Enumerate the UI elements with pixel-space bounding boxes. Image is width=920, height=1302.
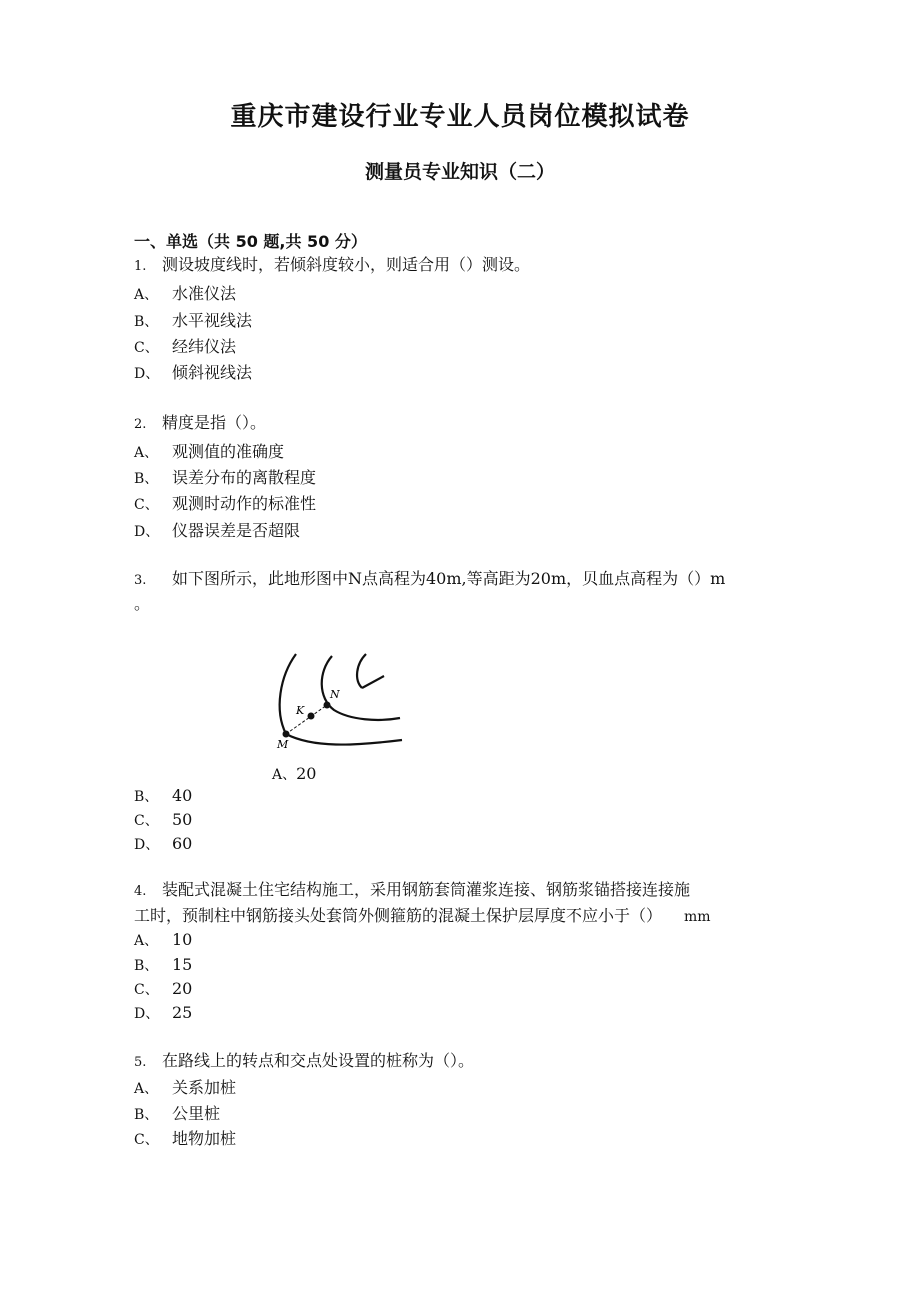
option-1b: B、 水平视线法 [134,311,253,330]
question-2 [134,413,266,435]
question-text: 如下图所示，此地形图中N点高程为40m,等高距为20m，贝血点高程为（）m [172,569,726,588]
option-5c: C、 地物加桩 [134,1129,237,1148]
document-title: 重庆市建设行业专业人员岗位模拟试卷 [230,102,690,132]
question-3-continuation: 。 [134,594,151,613]
label-n: N [330,688,340,701]
option-2b: B、 误差分布的离散程度 [134,468,317,487]
question-number: 4. [134,884,147,899]
document-subtitle: 测量员专业知识（二） [364,161,555,183]
question-text: 在路线上的转点和交点处设置的桩称为（）。 [162,1051,475,1070]
question-1 [134,255,530,277]
option-1c: C、 经纬仪法 [134,337,237,356]
option-1d: D、 倾斜视线法 [134,363,253,382]
option-4a: A、 10 [134,930,193,949]
option-3d: D、 60 [134,834,193,853]
question-text: 测设坡度线时，若倾斜度较小，则适合用（）测设。 [162,255,531,274]
option-3b: B、 40 [134,786,193,805]
question-text: 装配式混凝土住宅结构施工，采用钢筋套筒灌浆连接、钢筋浆锚搭接连接施 [162,880,691,899]
option-4d: D、 25 [134,1003,193,1022]
contour-map-figure [268,650,408,754]
question-4 [134,880,690,902]
question-number: 3. [134,573,147,588]
question-number: 1. [134,259,147,274]
question-4-continuation: 工时，预制柱中钢筋接头处套筒外侧箍筋的混凝土保护层厚度不应小于（） mm [134,906,711,925]
option-4b: B、 15 [134,955,193,974]
question-3 [134,569,725,591]
option-3a: A、20 [272,764,317,783]
label-k: K [296,704,305,717]
option-5a: A、 关系加桩 [134,1078,237,1097]
question-number: 5. [134,1055,147,1070]
option-1a: A、 水准仪法 [134,284,237,303]
question-text: 精度是指（）。 [162,413,267,432]
section-heading: 一、单选（共 50 题,共 50 分） [134,232,367,251]
option-4c: C、 20 [134,979,193,998]
option-5b: B、 公里桩 [134,1104,221,1123]
option-2d: D、 仪器误差是否超限 [134,521,301,540]
option-2c: C、 观测时动作的标准性 [134,494,317,513]
option-2a: A、 观测值的准确度 [134,442,285,461]
option-3c: C、 50 [134,810,193,829]
label-m: M [277,738,289,751]
question-5 [134,1051,474,1073]
question-number: 2. [134,417,147,432]
